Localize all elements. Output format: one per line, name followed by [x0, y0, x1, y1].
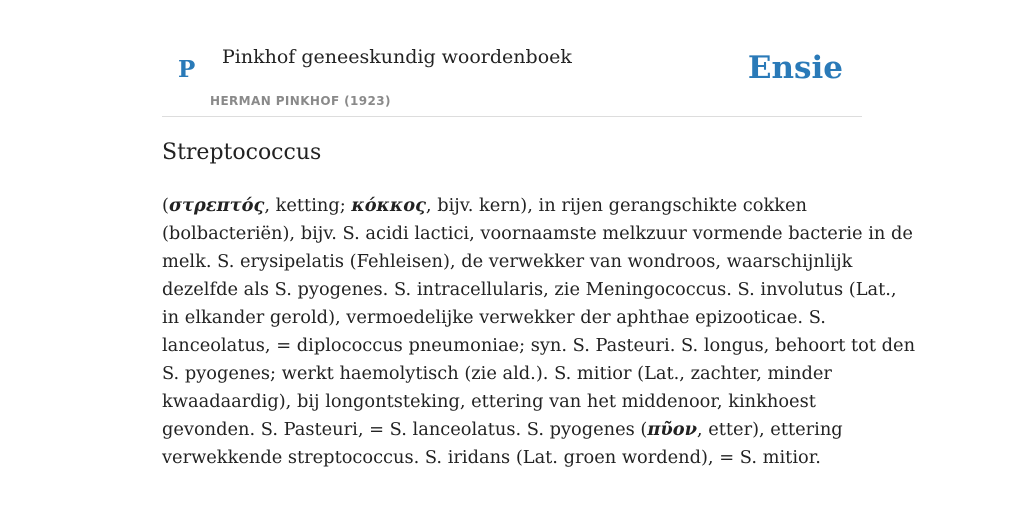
definition-line: lanceolatus, = diplococcus pneumoniae; syn. S. Pasteuri. S. longus, behoort tot den: [162, 335, 916, 356]
definition-text: , etter), ettering: [696, 419, 843, 440]
definition-text: , bijv. kern), in rijen gerangschikte cokken: [425, 195, 807, 216]
ensie-logo[interactable]: Ensie: [747, 50, 843, 86]
definition-line: (bolbacteriën), bijv. S. acidi lactici, voornaamste melkzuur vormende bacterie in de: [162, 223, 913, 244]
pinkhof-logo[interactable]: P: [178, 56, 196, 83]
definition-line: [162, 192, 867, 220]
definition-text: gevonden. S. Pasteuri, = S. lanceolatus. S. pyogenes (: [162, 419, 648, 440]
entry-definition: [162, 192, 916, 472]
definition-line: dezelfde als S. pyogenes. S. intracellularis, zie Meningococcus. S. involutus (Lat.,: [162, 279, 897, 300]
entry-title: Streptococcus: [162, 140, 322, 165]
greek-term: στρεπτός: [168, 195, 265, 216]
definition-line: [162, 416, 867, 444]
definition-text: , ketting;: [264, 195, 352, 216]
greek-term: πῦον: [647, 419, 697, 440]
definition-line: S. pyogenes; werkt haemolytisch (zie ald.). S. mitior (Lat., zachter, minder: [162, 363, 832, 384]
book-author: HERMAN PINKHOF (1923): [210, 94, 391, 108]
definition-text: (: [162, 195, 169, 216]
definition-line: melk. S. erysipelatis (Fehleisen), de verwekker van wondroos, waarschijnlijk: [162, 251, 853, 272]
book-title-link[interactable]: Pinkhof geneeskundig woordenboek: [222, 46, 572, 68]
greek-term: κόκκος: [351, 195, 426, 216]
dictionary-header: [162, 0, 862, 117]
definition-line: in elkander gerold), vermoedelijke verwekker der aphthae epizooticae. S.: [162, 307, 826, 328]
definition-line: verwekkende streptococcus. S. iridans (Lat. groen wordend), = S. mitior.: [162, 447, 821, 468]
definition-line: kwaadaardig), bij longontsteking, ettering van het middenoor, kinkhoest: [162, 391, 816, 412]
